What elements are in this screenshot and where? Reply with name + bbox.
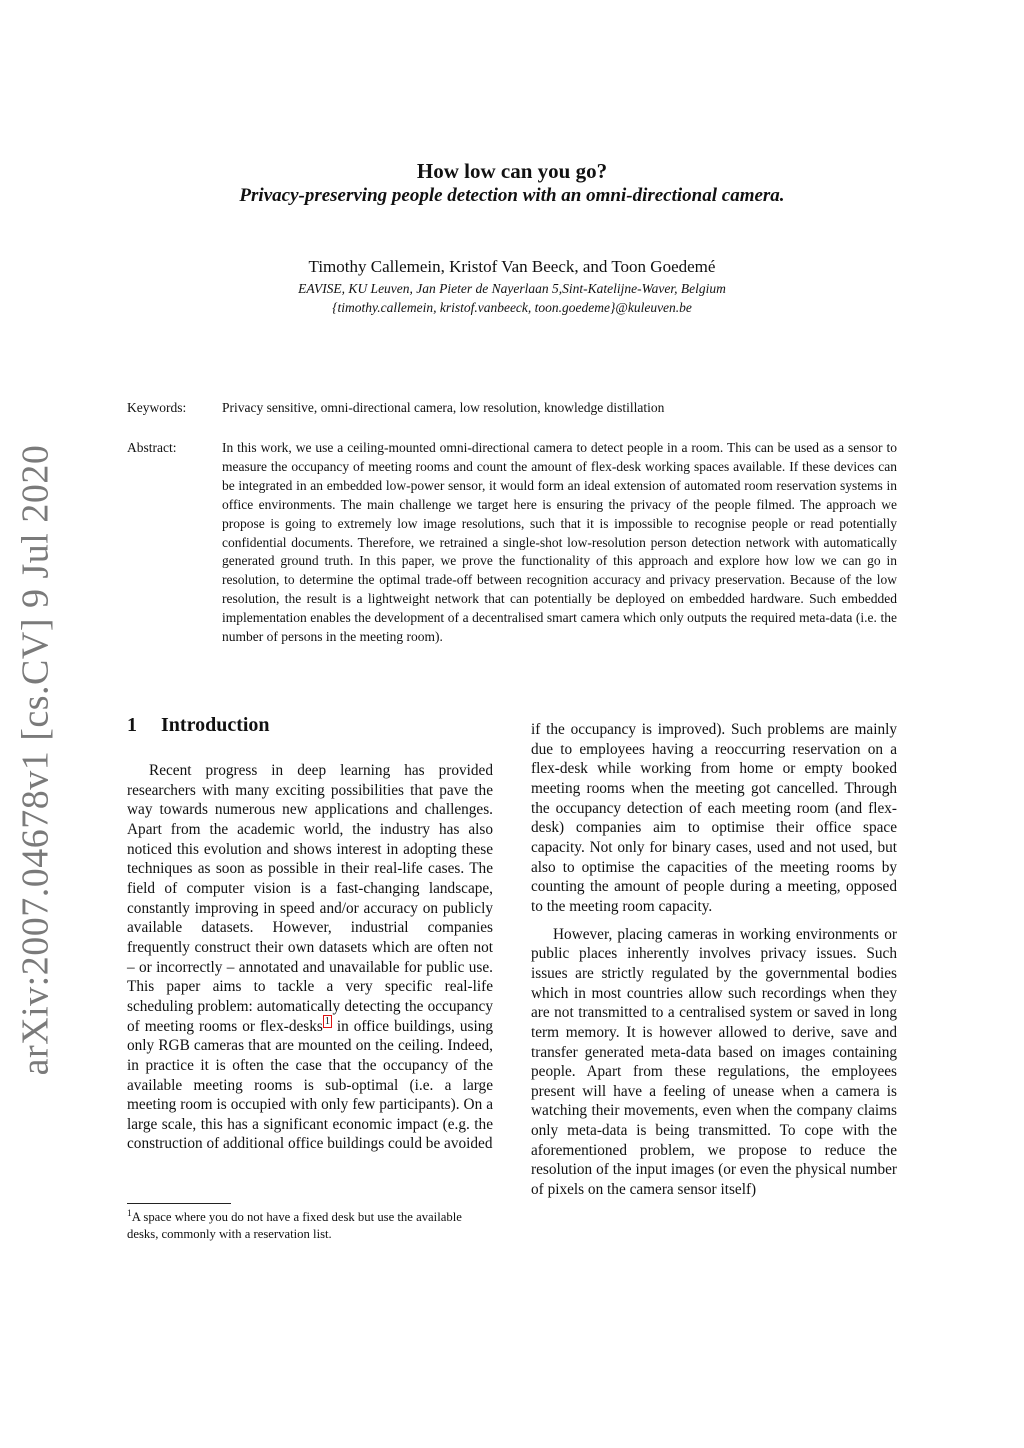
footnote-number: 1 — [127, 1208, 132, 1219]
footnote-link-1[interactable]: 1 — [324, 1016, 330, 1028]
section-number: 1 — [127, 714, 137, 736]
section-title: Introduction — [161, 714, 270, 736]
paper-title: How low can you go? — [416, 159, 608, 183]
arxiv-identifier-text: arXiv:2007.04678v1 [cs.CV] 9 Jul 2020 — [14, 444, 56, 1076]
footnote-divider — [127, 1203, 231, 1204]
intro-paragraph-1-text-a: Recent progress in deep learning has provided researchers with many exciting possibilities that pave the way towards numerous new applications and challenges. Apart from the academic world, the industry has also noticed this evolution and shows interest in adopting these techniques as soon as possible in their real-life cases. The field of computer vision is a fast-changing landscape, constantly improving in speed and/or accuracy on publicly available datasets. However, industrial companies frequently construct their own datasets which are often not – or incorrectly – annotated and unavailable for public use. This paper aims to tackle a very specific real-life scheduling problem: automatically detecting the occupancy of meeting rooms or flex-desks — [127, 762, 493, 1035]
right-column — [531, 720, 897, 1200]
footnote-1 — [127, 1209, 493, 1243]
footnote-text: A space where you do not have a fixed desk but use the available desks, commonly with a reservation list. — [127, 1210, 462, 1241]
arxiv-identifier-stamp — [0, 444, 70, 1076]
author-list: Timothy Callemein, Kristof Van Beeck, and Toon Goedemé — [308, 257, 716, 276]
abstract-text: In this work, we use a ceiling-mounted omni-directional camera to detect people in a room. This can be used as a sensor to measure the occupancy of meeting rooms and count the amount of flex-desk working spaces available. If these devices can be integrated in an embedded low-power sensor, it would form an ideal extension of automated room reservation systems in office environments. The main challenge we target here is ensuring the privacy of the people filmed. The approach we propose is going to extremely low image resolutions, such that it is impossible to recognise people or read potentially confidential documents. Therefore, we retrained a single-shot low-resolution person detection network with automatically generated ground truth. In this paper, we prove the functionality of this approach and explore how low we can go in resolution, to determine the optimal trade-off between recognition accuracy and privacy preservation. Because of the low resolution, the result is a lightweight network that can potentially be deployed on embedded hardware. Such embedded implementation enables the development of a decentralised smart camera which only outputs the required meta-data (i.e. the number of persons in the meeting room). — [222, 440, 897, 645]
keywords-label: Keywords: — [127, 400, 187, 415]
author-emails: {timothy.callemein, kristof.vanbeeck, toon.goedeme}@kuleuven.be — [332, 300, 692, 315]
intro-paragraph-1 — [127, 761, 493, 1154]
abstract-label: Abstract: — [127, 440, 177, 455]
keywords-text: Privacy sensitive, omni-directional camera, low resolution, knowledge distillation — [222, 400, 665, 415]
intro-paragraph-1-continued: if the occupancy is improved). Such problems are mainly due to employees having a reoccurring reservation on a flex-desk while working from home or empty booked meeting rooms when the meeting got cancelled. Through the occupancy detection of each meeting room (and flex-desk) companies aim to optimise their office space capacity. Not only for binary cases, used and not used, but also to optimise the capacities of the meeting rooms by counting the amount of people during a meeting, opposed to the meeting room capacity. — [531, 721, 897, 915]
authors-block — [100, 256, 924, 317]
intro-paragraph-1-text-b: in office buildings, using only RGB cameras that are mounted on the ceiling. Indeed, in practice it is often the case that the occupancy of the available meeting rooms is sub-optimal (i.e. a large meeting room is occupied with only few participants). On a large scale, this has a significant economic impact (e.g. the construction of additional office buildings could be avoided — [127, 1017, 493, 1153]
affiliation: EAVISE, KU Leuven, Jan Pieter de Nayerlaan 5,Sint-Katelijne-Waver, Belgium — [298, 281, 726, 296]
paper-subtitle: Privacy-preserving people detection with an omni-directional camera. — [239, 185, 785, 206]
intro-paragraph-2: However, placing cameras in working environments or public places inherently involves privacy issues. Such issues are strictly regulated by the governmental bodies which in most countries allow such recordings when they are not transmitted to a centralised system or saved in long term memory. It is however allowed to derive, save and transfer generated meta-data based on images containing people. Apart from these regulations, the employees present will have a feeling of unease when a camera is watching their movements, even when the company claims only meta-data is being transmitted. To cope with the aforementioned problem, we propose to reduce the resolution of the input images (or even the physical number of pixels on the camera sensor itself) — [531, 925, 897, 1199]
section-heading-introduction — [127, 714, 270, 737]
title-block — [100, 158, 924, 208]
left-column — [127, 761, 493, 1154]
